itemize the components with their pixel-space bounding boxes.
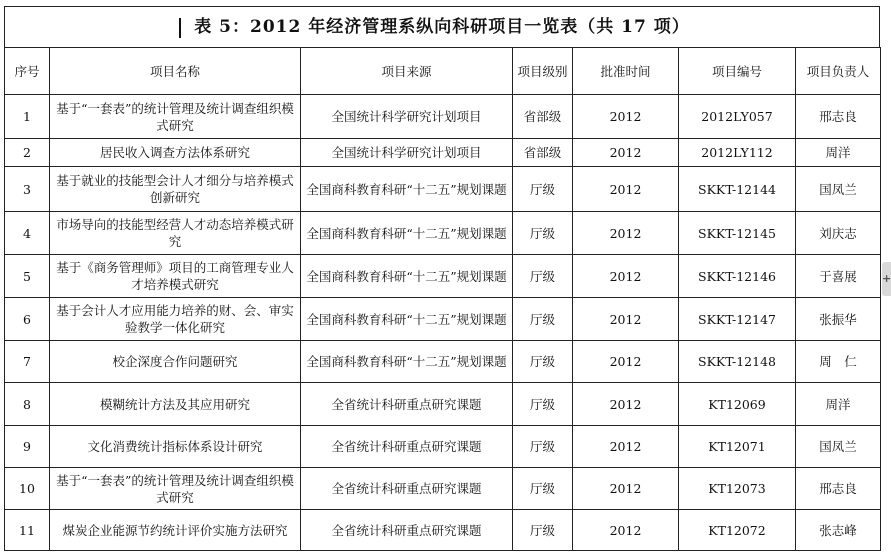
cell-level: 厅级	[513, 341, 573, 383]
col-header-source: 项目来源	[301, 48, 513, 95]
cell-no: 10	[5, 468, 50, 510]
table-row	[5, 298, 881, 341]
cell-leader: 邢志良	[796, 468, 881, 510]
cell-level: 厅级	[513, 212, 573, 255]
cell-source: 全国商科教育科研“十二五”规划课题	[301, 255, 513, 298]
table-row	[5, 255, 881, 298]
table-row	[5, 167, 881, 212]
cell-year: 2012	[573, 298, 679, 341]
side-expand-tab[interactable]	[882, 262, 891, 296]
cell-source: 全国商科教育科研“十二五”规划课题	[301, 341, 513, 383]
cell-year: 2012	[573, 468, 679, 510]
cell-leader: 国凤兰	[796, 426, 881, 468]
table-row	[5, 212, 881, 255]
cell-name: 煤炭企业能源节约统计评价实施方法研究	[50, 510, 301, 551]
cell-year: 2012	[573, 426, 679, 468]
col-header-year: 批准时间	[573, 48, 679, 95]
table-row	[5, 510, 881, 551]
cell-level: 厅级	[513, 298, 573, 341]
cell-year: 2012	[573, 139, 679, 167]
table-body	[5, 95, 881, 551]
cell-year: 2012	[573, 255, 679, 298]
col-header-code: 项目编号	[679, 48, 796, 95]
cell-leader: 邢志良	[796, 95, 881, 139]
cell-year: 2012	[573, 383, 679, 426]
cell-name: 基于会计人才应用能力培养的财、会、审实验教学一体化研究	[50, 298, 301, 341]
cell-level: 省部级	[513, 95, 573, 139]
cell-level: 厅级	[513, 383, 573, 426]
cell-level: 厅级	[513, 255, 573, 298]
cell-no: 3	[5, 167, 50, 212]
cell-name: 基于就业的技能型会计人才细分与培养模式创新研究	[50, 167, 301, 212]
cell-name: 基于“一套表”的统计管理及统计调查组织模式研究	[50, 95, 301, 139]
cell-leader: 周洋	[796, 139, 881, 167]
table-row	[5, 341, 881, 383]
cell-no: 1	[5, 95, 50, 139]
table-title: 表 5：2012 年经济管理系纵向科研项目一览表（共 17 项）	[194, 17, 690, 37]
cell-code: 2012LY112	[679, 139, 796, 167]
cell-level: 厅级	[513, 510, 573, 551]
cell-name: 基于“一套表”的统计管理及统计调查组织模式研究	[50, 468, 301, 510]
cell-no: 4	[5, 212, 50, 255]
cell-leader: 周洋	[796, 383, 881, 426]
table-row	[5, 95, 881, 139]
table-row	[5, 139, 881, 167]
projects-table	[4, 47, 881, 551]
cell-level: 厅级	[513, 426, 573, 468]
cell-code: KT12073	[679, 468, 796, 510]
cell-source: 全国商科教育科研“十二五”规划课题	[301, 167, 513, 212]
cell-code: 2012LY057	[679, 95, 796, 139]
cell-code: SKKT-12148	[679, 341, 796, 383]
cell-name: 文化消费统计指标体系设计研究	[50, 426, 301, 468]
cell-no: 5	[5, 255, 50, 298]
cell-name: 模糊统计方法及其应用研究	[50, 383, 301, 426]
cell-code: KT12072	[679, 510, 796, 551]
cell-name: 居民收入调查方法体系研究	[50, 139, 301, 167]
cell-code: SKKT-12146	[679, 255, 796, 298]
cell-name: 校企深度合作问题研究	[50, 341, 301, 383]
cell-code: SKKT-12144	[679, 167, 796, 212]
table-row	[5, 426, 881, 468]
cell-year: 2012	[573, 341, 679, 383]
cell-source: 全省统计科研重点研究课题	[301, 426, 513, 468]
document-sheet	[4, 6, 880, 551]
title-row	[4, 6, 880, 47]
cell-no: 8	[5, 383, 50, 426]
col-header-level: 项目级别	[513, 48, 573, 95]
cell-name: 市场导向的技能型经营人才动态培养模式研究	[50, 212, 301, 255]
cell-level: 省部级	[513, 139, 573, 167]
cell-source: 全国商科教育科研“十二五”规划课题	[301, 298, 513, 341]
cell-year: 2012	[573, 95, 679, 139]
table-row	[5, 468, 881, 510]
cell-leader: 于喜展	[796, 255, 881, 298]
cell-code: KT12071	[679, 426, 796, 468]
col-header-name: 项目名称	[50, 48, 301, 95]
cell-code: SKKT-12145	[679, 212, 796, 255]
col-header-no: 序号	[5, 48, 50, 95]
cell-no: 2	[5, 139, 50, 167]
cell-name: 基于《商务管理师》项目的工商管理专业人才培养模式研究	[50, 255, 301, 298]
cell-level: 厅级	[513, 468, 573, 510]
cell-source: 全国统计科学研究计划项目	[301, 139, 513, 167]
cell-leader: 周 仁	[796, 341, 881, 383]
cell-year: 2012	[573, 212, 679, 255]
cell-no: 11	[5, 510, 50, 551]
plus-icon: +	[882, 272, 891, 285]
cell-code: KT12069	[679, 383, 796, 426]
col-header-leader: 项目负责人	[796, 48, 881, 95]
cell-source: 全国统计科学研究计划项目	[301, 95, 513, 139]
cell-year: 2012	[573, 510, 679, 551]
table-row	[5, 383, 881, 426]
cell-year: 2012	[573, 167, 679, 212]
cell-no: 9	[5, 426, 50, 468]
cell-leader: 刘庆志	[796, 212, 881, 255]
cell-no: 7	[5, 341, 50, 383]
header-row	[5, 48, 881, 95]
cell-source: 全省统计科研重点研究课题	[301, 383, 513, 426]
cell-source: 全国商科教育科研“十二五”规划课题	[301, 212, 513, 255]
cell-source: 全省统计科研重点研究课题	[301, 468, 513, 510]
cell-leader: 张振华	[796, 298, 881, 341]
cell-source: 全省统计科研重点研究课题	[301, 510, 513, 551]
cell-leader: 张志峰	[796, 510, 881, 551]
cell-code: SKKT-12147	[679, 298, 796, 341]
cell-level: 厅级	[513, 167, 573, 212]
cell-no: 6	[5, 298, 50, 341]
cell-leader: 国凤兰	[796, 167, 881, 212]
